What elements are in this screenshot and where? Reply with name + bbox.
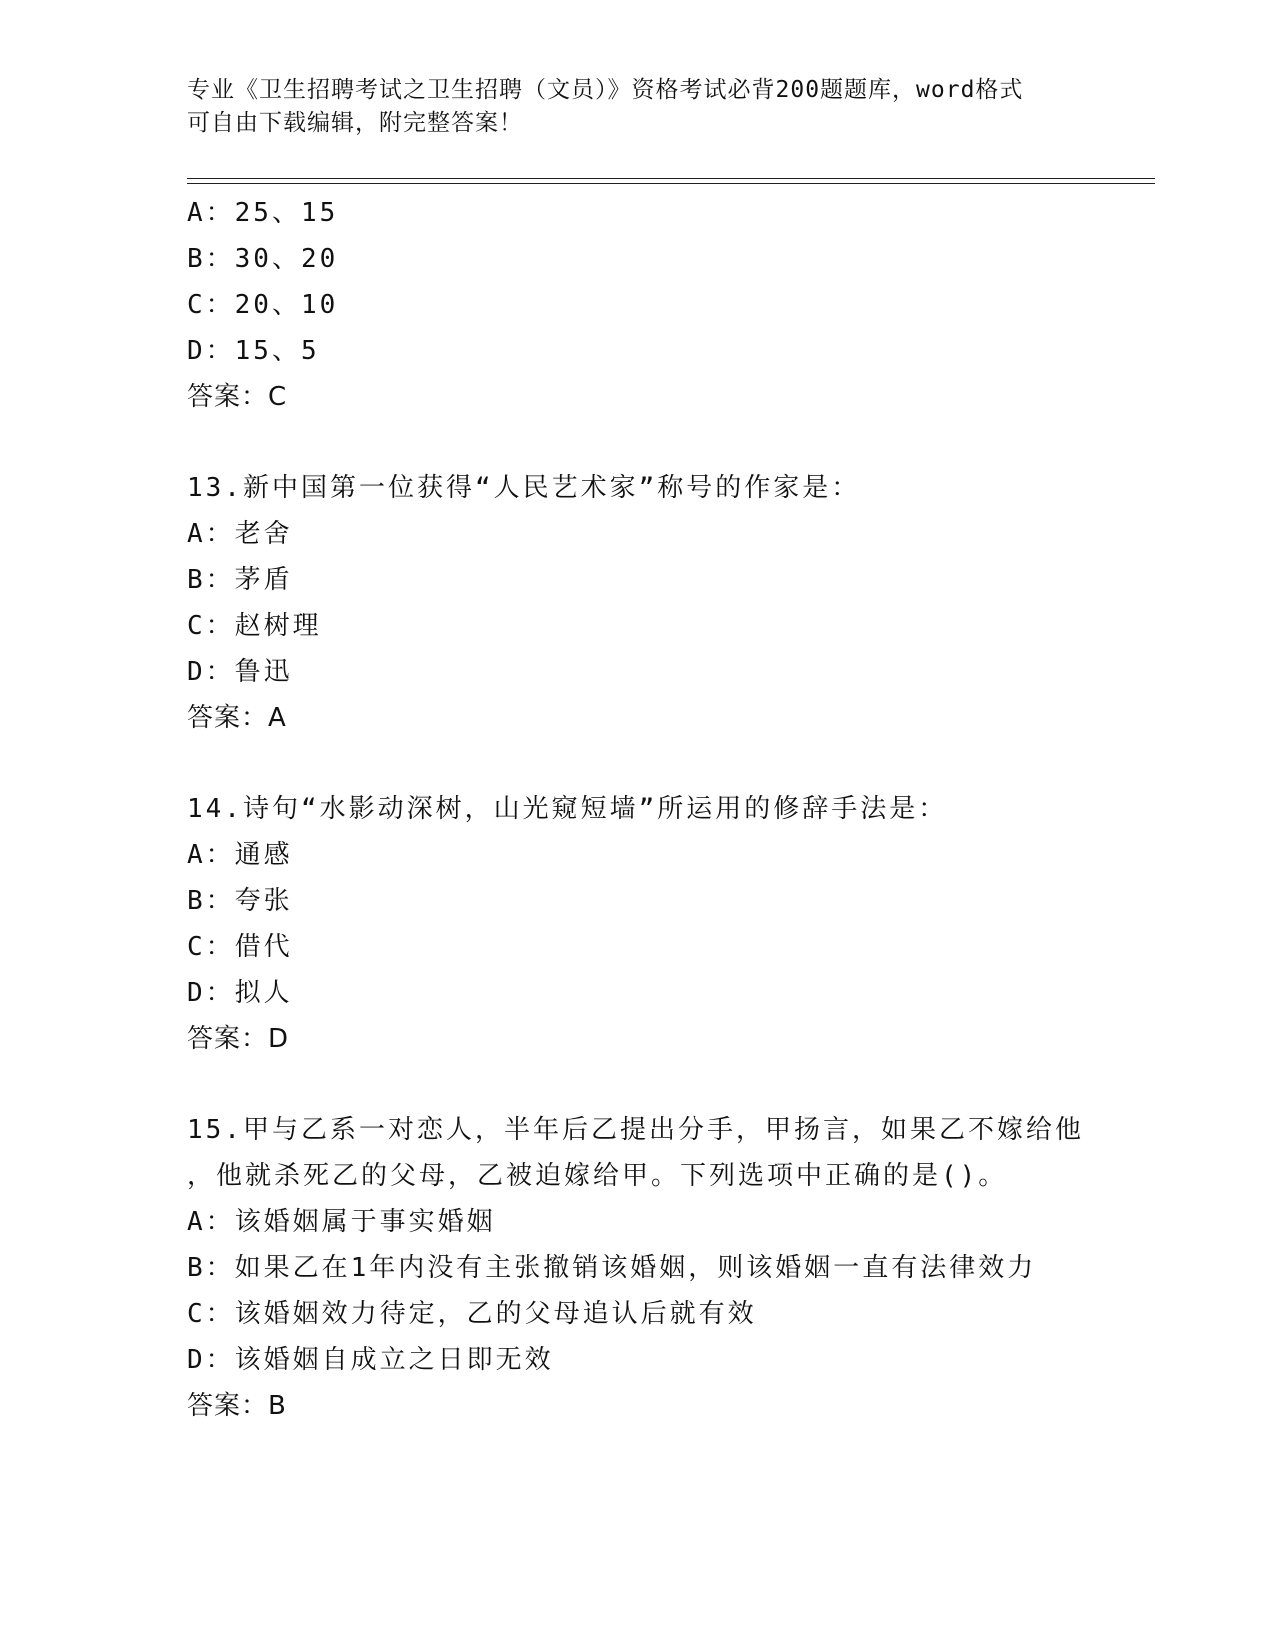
option-a: A：该婚姻属于事实婚姻 (187, 1207, 496, 1237)
option-b: B：30、20 (187, 244, 339, 274)
option-a: A：25、15 (187, 198, 339, 228)
question-text: 13.新中国第一位获得“人民艺术家”称号的作家是： (187, 473, 861, 503)
option-b: B：如果乙在1年内没有主张撤销该婚姻，则该婚姻一直有法律效力 (187, 1253, 1037, 1283)
question-text-line-1: 15.甲与乙系一对恋人，半年后乙提出分手，甲扬言，如果乙不嫁给他 (187, 1115, 1084, 1145)
option-c: C：20、10 (187, 290, 339, 320)
header-title-line-2: 可自由下载编辑，附完整答案！ (187, 110, 523, 136)
question-14 (187, 786, 1147, 1062)
option-a: A：老舍 (187, 519, 293, 549)
option-c: C：赵树理 (187, 611, 322, 641)
question-text-line-2: ，他就杀死乙的父母，乙被迫嫁给甲。下列选项中正确的是()。 (187, 1161, 1008, 1191)
document-header (187, 74, 1067, 140)
answer-line: 答案：C (187, 382, 288, 412)
question-list (187, 190, 1147, 1429)
option-d: D：鲁迅 (187, 657, 293, 687)
answer-line: 答案：B (187, 1391, 287, 1421)
option-d: D：拟人 (187, 978, 293, 1008)
header-divider-bottom (187, 183, 1155, 184)
question-15 (187, 1107, 1147, 1429)
answer-line: 答案：A (187, 703, 287, 733)
answer-line: 答案：D (187, 1024, 290, 1054)
header-divider-top (187, 178, 1155, 179)
header-title-line-1: 专业《卫生招聘考试之卫生招聘（文员）》资格考试必背200题题库，word格式 (187, 77, 1024, 103)
option-c: C：借代 (187, 932, 293, 962)
option-b: B：夸张 (187, 886, 293, 916)
option-d: D：15、5 (187, 336, 320, 366)
option-c: C：该婚姻效力待定，乙的父母追认后就有效 (187, 1299, 757, 1329)
option-b: B：茅盾 (187, 565, 293, 595)
option-a: A：通感 (187, 840, 293, 870)
spacer (187, 420, 1147, 465)
question-13 (187, 465, 1147, 741)
question-text: 14.诗句“水影动深树，山光窥短墙”所运用的修辞手法是： (187, 794, 948, 824)
spacer (187, 741, 1147, 786)
option-d: D：该婚姻自成立之日即无效 (187, 1345, 554, 1375)
question-12 (187, 190, 1147, 420)
spacer (187, 1062, 1147, 1107)
